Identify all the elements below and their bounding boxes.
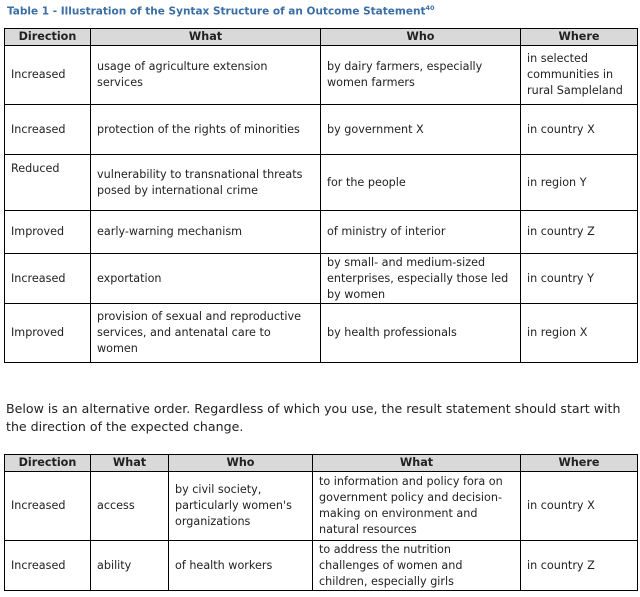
where-cell: in country Z [521,541,638,591]
header-cell: Who [321,29,521,46]
alternative-order-table [4,454,638,591]
what-cell: ability [91,541,169,591]
where-cell: in region X [521,304,638,363]
caption-footnote: 40 [425,4,435,12]
direction-cell: Improved [5,211,91,254]
table-row [5,254,638,304]
who-cell: by dairy farmers, especially women farmers [321,46,521,105]
header-cell: What [91,29,321,46]
table-row [5,46,638,105]
header-cell: What [313,455,521,472]
what-cell: access [91,472,169,541]
table-header-row [5,455,638,472]
header-cell: What [91,455,169,472]
table-header-row [5,29,638,46]
where-cell: in country Y [521,254,638,304]
what-cell: protection of the rights of minorities [91,105,321,155]
direction-cell: Increased [5,46,91,105]
table-caption [7,4,435,18]
what-cell: early-warning mechanism [91,211,321,254]
direction-cell: Improved [5,304,91,363]
who-cell: of health workers [169,541,313,591]
what-cell: usage of agriculture extension services [91,46,321,105]
what-cell: vulnerability to transnational threats posed by international crime [91,155,321,211]
who-cell: by government X [321,105,521,155]
header-cell: Where [521,455,638,472]
caption-text: Table 1 - Illustration of the Syntax Structure of an Outcome Statement [7,5,426,18]
what-cell: provision of sexual and reproductive services, and antenatal care to women [91,304,321,363]
who-cell: by health professionals [321,304,521,363]
header-cell: Direction [5,29,91,46]
header-cell: Who [169,455,313,472]
table-row [5,304,638,363]
where-cell: in selected communities in rural Sampleland [521,46,638,105]
what-cell: exportation [91,254,321,304]
header-cell: Direction [5,455,91,472]
direction-cell: Increased [5,254,91,304]
what-detail-cell: to address the nutrition challenges of women and children, especially girls [313,541,521,591]
where-cell: in country X [521,472,638,541]
where-cell: in region Y [521,155,638,211]
table-row [5,472,638,541]
where-cell: in country Z [521,211,638,254]
who-cell: by civil society, particularly women's organizations [169,472,313,541]
alternative-order-paragraph: Below is an alternative order. Regardless of which you use, the result statement should start with the direction of the expected change. [6,401,621,434]
outcome-syntax-table [4,28,638,363]
table-row [5,155,638,211]
who-cell: by small- and medium-sized enterprises, especially those led by women [321,254,521,304]
table-row [5,211,638,254]
direction-cell: Increased [5,105,91,155]
where-cell: in country X [521,105,638,155]
header-cell: Where [521,29,638,46]
table-row [5,105,638,155]
who-cell: of ministry of interior [321,211,521,254]
table-row [5,541,638,591]
who-cell: for the people [321,155,521,211]
direction-cell: Reduced [5,155,91,211]
direction-cell: Increased [5,472,91,541]
direction-cell: Increased [5,541,91,591]
what-detail-cell: to information and policy fora on government policy and decision-making on environment and natural resources [313,472,521,541]
